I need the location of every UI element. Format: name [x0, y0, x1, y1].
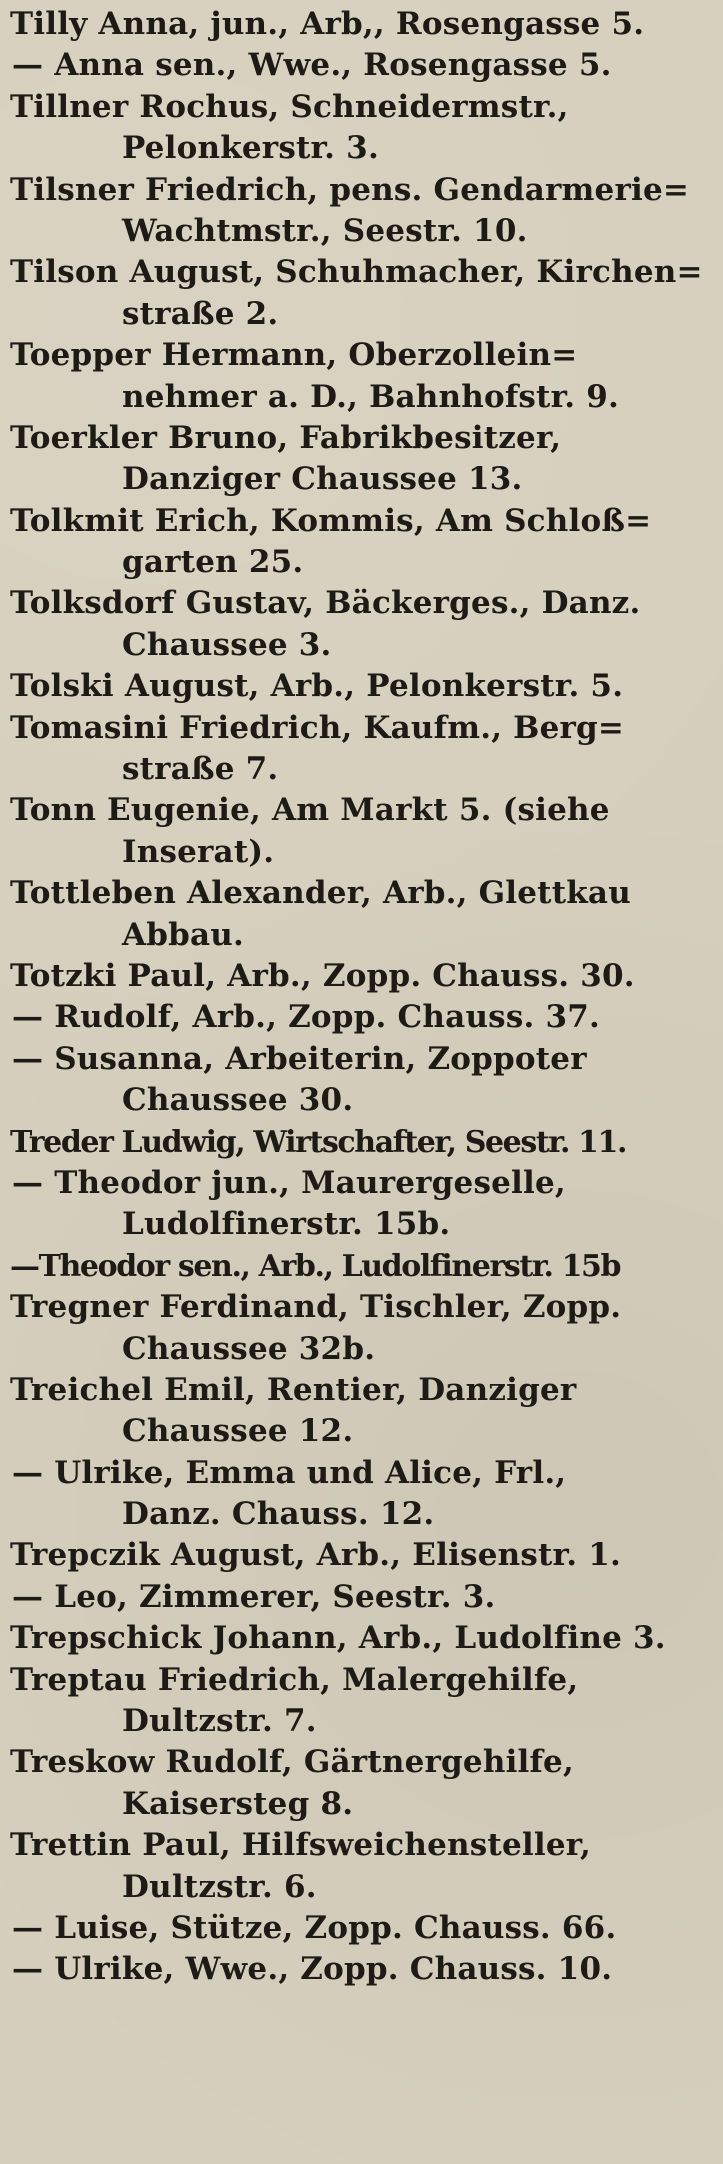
entry-line: Tilsner Friedrich, pens. Gendarmerie= — [10, 171, 690, 208]
entry-line: — Ulrike, Emma und Alice, Frl., — [12, 1454, 567, 1491]
entry-line: — Susanna, Arbeiterin, Zoppoter — [12, 1040, 587, 1077]
entry-line: — Luise, Stütze, Zopp. Chauss. 66. — [12, 1909, 617, 1946]
entry-line: — Rudolf, Arb., Zopp. Chauss. 37. — [12, 999, 601, 1036]
entry-line: Tilly Anna, jun., Arb,, Rosengasse 5. — [10, 6, 645, 42]
entry-continuation-line: straße 2. — [122, 295, 279, 332]
entry-line: Trepschick Johann, Arb., Ludolfine 3. — [10, 1620, 666, 1657]
entry-line: Tillner Rochus, Schneidermstr., — [10, 88, 569, 125]
entry-line: Totzki Paul, Arb., Zopp. Chauss. 30. — [10, 957, 635, 994]
entry-line: —Theodor sen., Arb., Ludolfinerstr. 15b — [10, 1248, 621, 1284]
entry-line: Tolkmit Erich, Kommis, Am Schloß= — [10, 502, 652, 539]
entry-line: Tolksdorf Gustav, Bäckerges., Danz. — [10, 585, 641, 622]
entry-line: — Ulrike, Wwe., Zopp. Chauss. 10. — [12, 1951, 613, 1988]
entry-continuation-line: Kaisersteg 8. — [122, 1785, 354, 1822]
entry-line: — Leo, Zimmerer, Seestr. 3. — [12, 1578, 496, 1615]
address-directory-list — [10, 4, 715, 1991]
entry-continuation-line: Dultzstr. 7. — [122, 1703, 317, 1740]
entry-continuation-line: Chaussee 30. — [122, 1082, 354, 1119]
entry-continuation-line: Chaussee 3. — [122, 626, 332, 663]
entry-continuation-line: Abbau. — [122, 916, 245, 953]
entry-line: Treptau Friedrich, Malergehilfe, — [10, 1661, 579, 1698]
entry-line: Tregner Ferdinand, Tischler, Zopp. — [10, 1289, 622, 1326]
entry-line: Toerkler Bruno, Fabrikbesitzer, — [10, 419, 562, 456]
entry-line: Trettin Paul, Hilfsweichensteller, — [10, 1827, 592, 1864]
entry-continuation-line: Danz. Chauss. 12. — [122, 1496, 435, 1533]
entry-continuation-line: Dultzstr. 6. — [122, 1868, 317, 1905]
entry-continuation-line: Pelonkerstr. 3. — [122, 130, 379, 167]
entry-line: Tonn Eugenie, Am Markt 5. (siehe — [10, 792, 610, 829]
entry-line: — Theodor jun., Maurergeselle, — [12, 1164, 566, 1201]
entry-continuation-line: garten 25. — [122, 544, 304, 581]
entry-line: — Anna sen., Wwe., Rosengasse 5. — [12, 47, 612, 84]
entry-continuation-line: Ludolfinerstr. 15b. — [122, 1206, 451, 1243]
entry-line: Treskow Rudolf, Gärtnergehilfe, — [10, 1744, 574, 1781]
entry-continuation-line: Inserat). — [122, 833, 275, 870]
entry-line: Treichel Emil, Rentier, Danziger — [10, 1371, 577, 1408]
entry-continuation-line: Chaussee 12. — [122, 1413, 354, 1450]
entry-line: Toepper Hermann, Oberzollein= — [10, 337, 578, 374]
entry-line: Trepczik August, Arb., Elisenstr. 1. — [10, 1537, 621, 1574]
entry-continuation-line: Danziger Chaussee 13. — [122, 461, 523, 498]
entry-line: Treder Ludwig, Wirtschafter, Seestr. 11. — [10, 1124, 627, 1160]
entry-line: Tomasini Friedrich, Kaufm., Berg= — [10, 709, 625, 746]
entry-line: Tolski August, Arb., Pelonkerstr. 5. — [10, 668, 624, 705]
entry-continuation-line: nehmer a. D., Bahnhofstr. 9. — [122, 378, 619, 415]
entry-continuation-line: straße 7. — [122, 751, 279, 788]
entry-continuation-line: Chaussee 32b. — [122, 1330, 376, 1367]
entry-line: Tilson August, Schuhmacher, Kirchen= — [10, 254, 703, 291]
entry-line: Tottleben Alexander, Arb., Glettkau — [10, 875, 631, 912]
entry-continuation-line: Wachtmstr., Seestr. 10. — [122, 212, 528, 249]
